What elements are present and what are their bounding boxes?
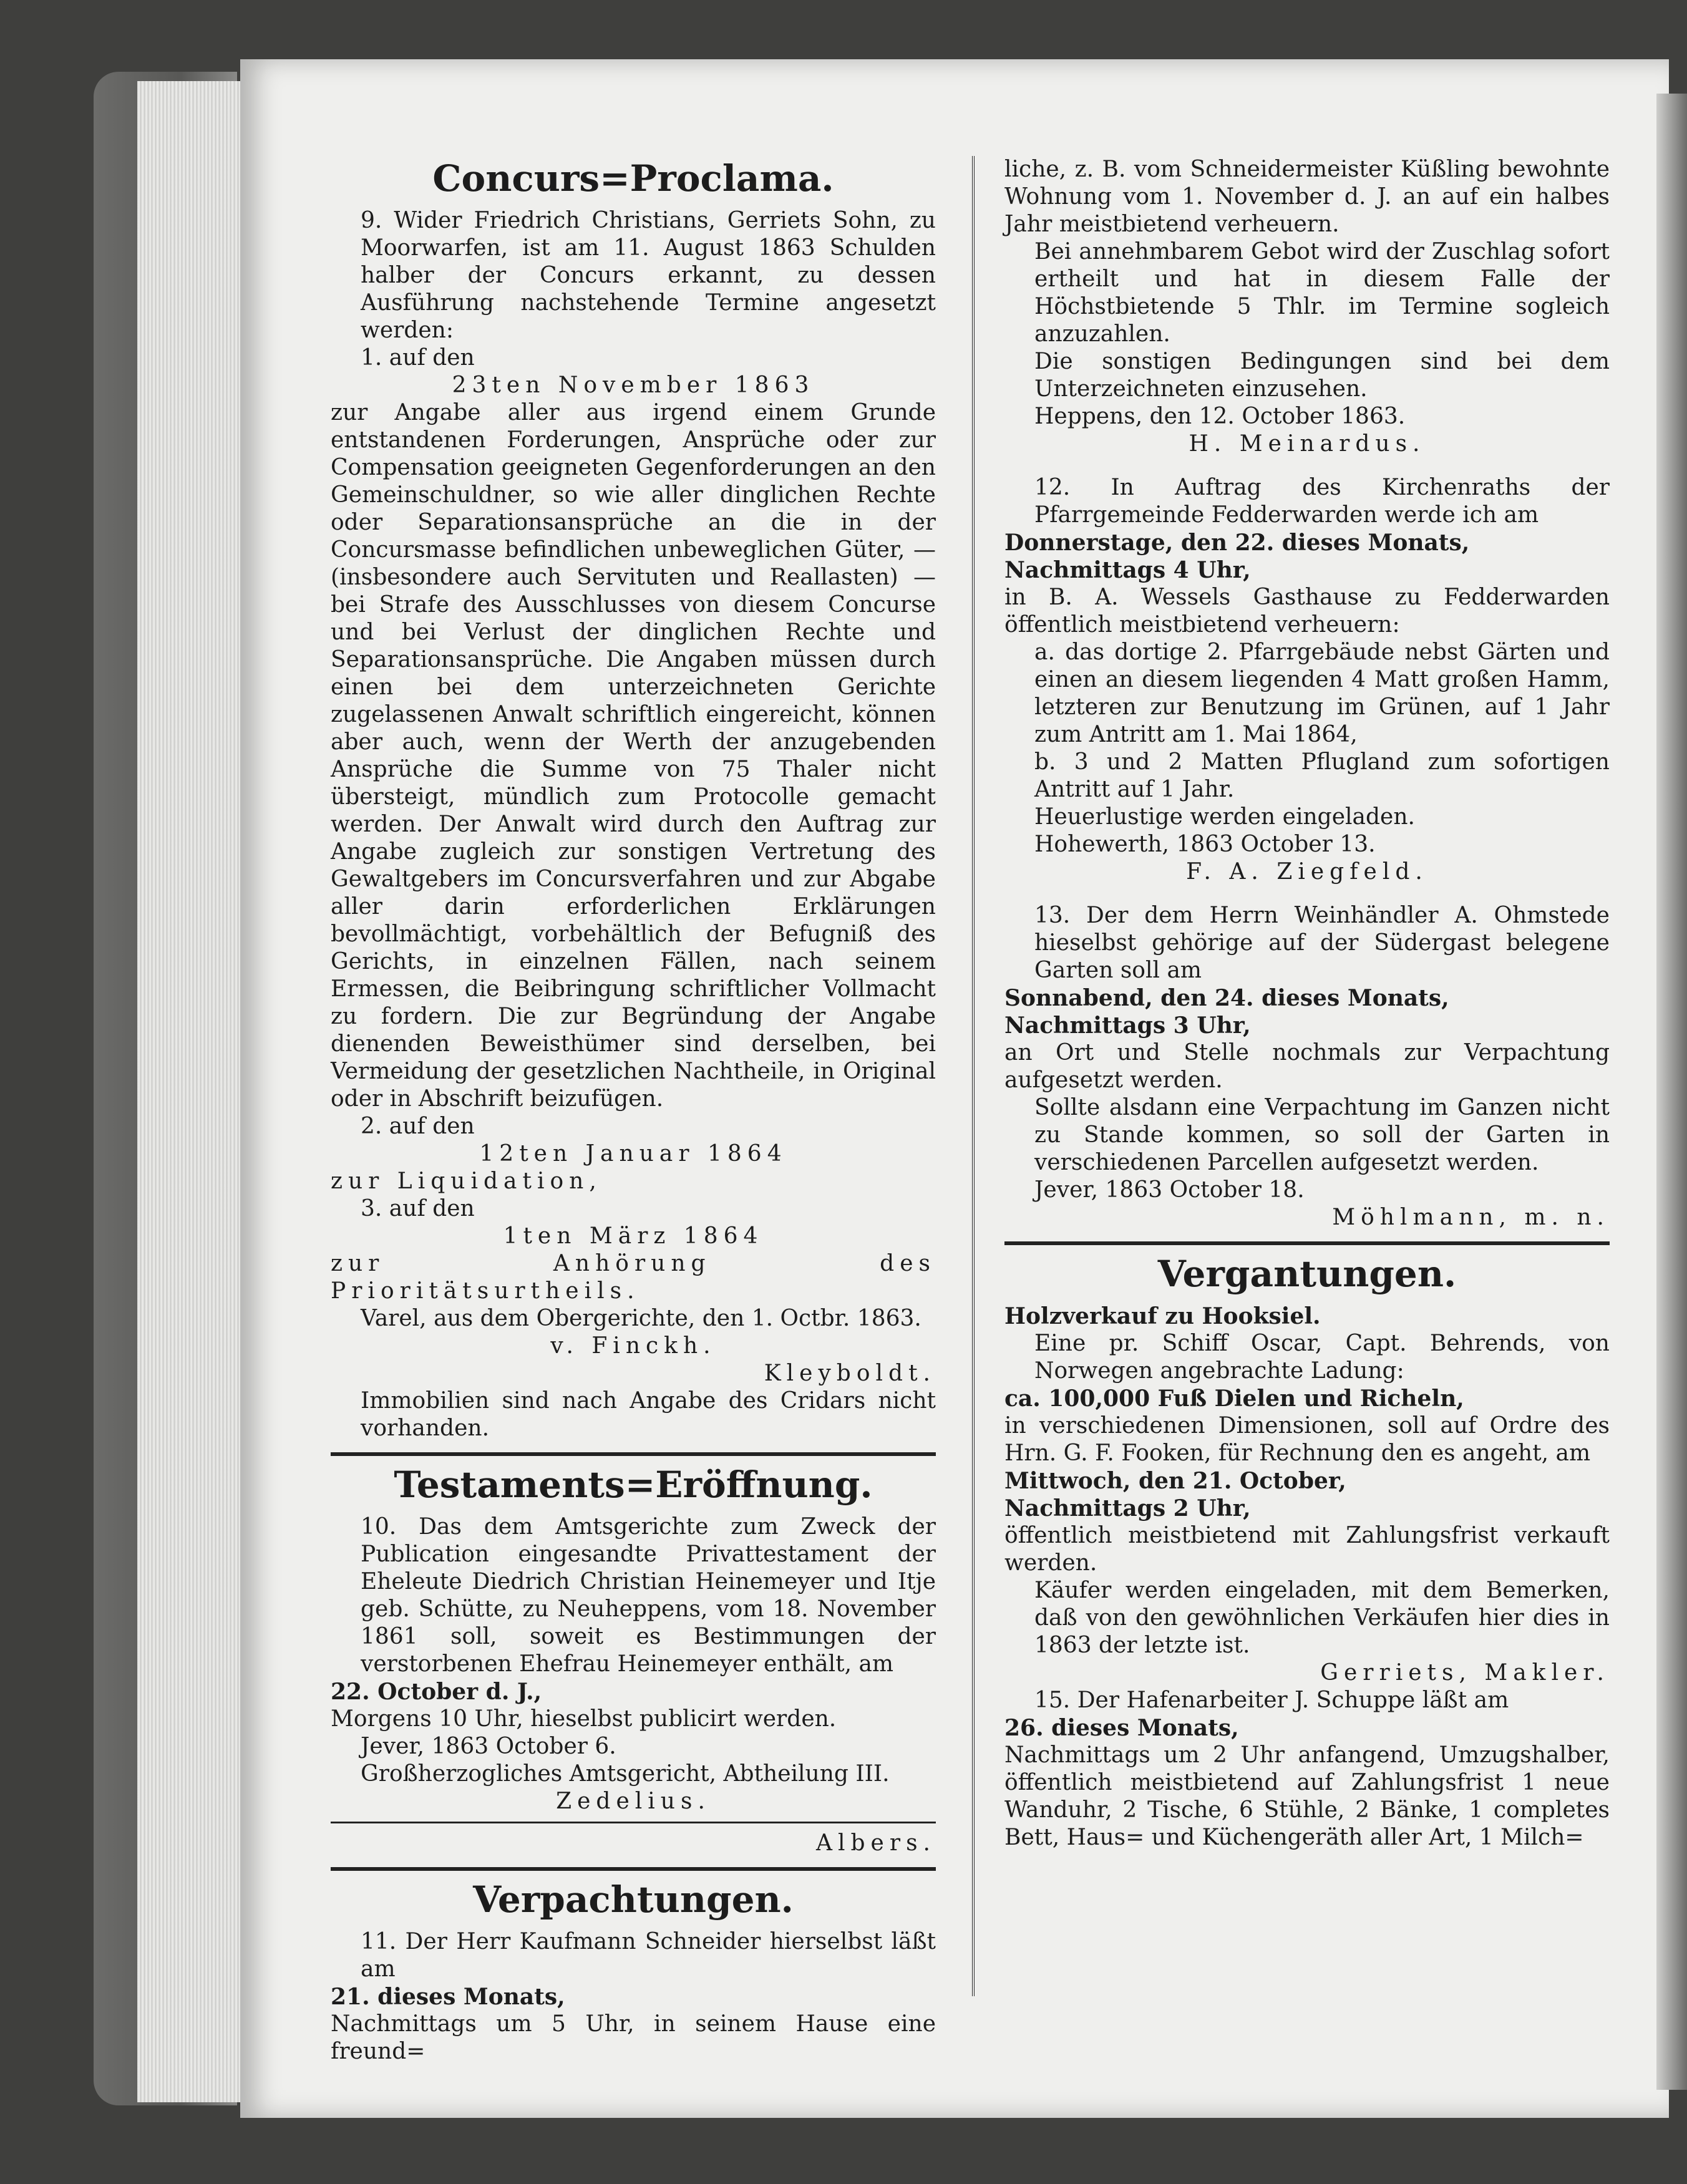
emphasis-goods: ca. 100,000 Fuß Dielen und Richeln, [1004,1386,1464,1412]
paragraph: zur Liquidation, [331,1168,602,1194]
paragraph: Käufer werden eingeladen, mit dem Bemerken, daß von den gewöhnlichen Verkäufen hier dies in 1863 der letzte ist. [1034,1578,1610,1658]
emphasis-date: 21. dieses Monats, [331,1984,565,2010]
paragraph: 3. auf den [361,1196,475,1221]
paragraph: Heuerlustige werden eingeladen. [1034,804,1415,830]
signature: Zedelius. [556,1788,711,1814]
paragraph: in verschiedenen Dimensionen, soll auf Ordre des Hrn. G. F. Fooken, für Rechnung den es angeht, am [1004,1413,1610,1466]
subsection-title: Holzverkauf zu Hooksiel. [1004,1303,1321,1329]
signature: Gerriets, Makler. [1320,1660,1610,1686]
paragraph: 2. auf den [361,1114,475,1139]
emphasis-date: Sonnabend, den 24. dieses Monats, [1004,985,1449,1011]
signature: v. Finckh. [550,1333,716,1359]
emphasis-date: 26. dieses Monats, [1004,1715,1239,1741]
paragraph: 9. Wider Friedrich Christians, Gerriets Sohn, zu Moorwarfen, ist am 11. August 1863 Schulden halber der Concurs erkannt, zu dessen Ausführung nachstehende Termine angesetzt werden: [361,208,936,343]
paragraph: 10. Das dem Amtsgerichte zum Zweck der Publication eingesandte Privattestament der Eheleute Diedrich Christian Heinemeyer und Itje geb. Schütte, zu Neuheppens, vom 18. November 1861 soll, soweit es Bestimmungen der verstorbenen Ehefrau Heinemeyer enthält, am [361,1514,936,1677]
emphasis-date: 22. October d. J., [331,1679,542,1705]
paragraph: 1. auf den [361,345,475,371]
paragraph: zur Anhörung des Prioritätsurtheils. [331,1251,936,1304]
paragraph: zur Angabe aller aus irgend einem Grunde entstandenen Forderungen, Ansprüche oder zur Compensation geeigneten Gegenforderungen an den Gemeinschuldner, so wie aller dinglichen Rechte oder Separationsansprüche an die in der Concursmasse befindlichen unbeweglichen Güter, — (insbesondere auch Servituten und Reallasten) — bei Strafe des Ausschlusses von diesem Concurse und bei Verlust der dinglichen Rechte und Separationsansprüche. Die Angaben müssen durch einen bei dem unterzeichneten Gerichte zugelassenen Anwalt schriftlich eingereicht, können aber auch, wenn der Werth der anzugebenden Ansprüche die Summe von 75 Thaler nicht übersteigt, mündlich zum Protocolle gemacht werden. Der Anwalt wird durch den Auftrag zur Angabe zugleich zur sonstigen Vertretung des Gewaltgebers im Concursverfahren und zur Abgabe aller darin erforderlichen Erklärungen bevollmächtigt, vorbehältlich der Befugniß des Gerichts, in einzelnen Fällen, nach seinem Ermessen, die Beibringung schriftlicher Vollmacht zu fordern. Die zur Begründung der Angabe dienenden Beweisthümer sind derselben, bei Vermeidung der gesetzlichen Nachtheile, in Original oder in Abschrift beizufügen. [331,400,936,1112]
place-date: Heppens, den 12. October 1863. [1034,404,1406,429]
paragraph: Eine pr. Schiff Oscar, Capt. Behrends, von Norwegen angebrachte Ladung: [1034,1331,1610,1384]
section-rule [1004,1241,1610,1245]
signature: H. Meinardus. [1189,431,1426,457]
emphasis-time: Nachmittags 4 Uhr, [1004,557,1251,583]
signature: Möhlmann, m. n. [1332,1205,1610,1230]
paragraph: 13. Der dem Herrn Weinhändler A. Ohmstede hieselbst gehörige auf der Südergast belegene Garten soll am [1034,903,1610,983]
date-line: 12ten Januar 1864 [479,1141,787,1167]
place-date: Varel, aus dem Obergerichte, den 1. Octbr. 1863. [361,1306,921,1331]
place-date: Hohewerth, 1863 October 13. [1034,832,1376,857]
paragraph: 11. Der Herr Kaufmann Schneider hierselbst läßt am [361,1929,936,1982]
signature: Kleyboldt. [764,1361,936,1386]
paragraph: Immobilien sind nach Angabe des Cridars nicht vorhanden. [361,1388,936,1441]
paragraph: 12. In Auftrag des Kirchenraths der Pfarrgemeinde Fedderwarden werde ich am [1034,475,1610,528]
section-rule [331,1452,936,1456]
emphasis-date: Mittwoch, den 21. October, [1004,1468,1346,1494]
paragraph: Sollte alsdann eine Verpachtung im Ganzen nicht zu Stande kommen, so soll der Garten in verschiedenen Parcellen aufgesetzt werden. [1034,1095,1610,1175]
authority: Großherzogliches Amtsgericht, Abtheilung III. [361,1761,890,1787]
paragraph: Bei annehmbarem Gebot wird der Zuschlag sofort ertheilt und hat in diesem Falle der Höchstbietende 5 Thlr. im Termine sogleich anzuzahlen. [1034,239,1610,347]
section-title-concurs: Concurs=Proclama. [432,157,834,200]
section-title-verpachtungen: Verpachtungen. [473,1878,794,1921]
place-date: Jever, 1863 October 18. [1034,1177,1305,1203]
paragraph: Nachmittags um 5 Uhr, in seinem Hause eine freund= [331,2011,936,2064]
list-item: b. 3 und 2 Matten Pflugland zum sofortigen Antritt auf 1 Jahr. [1034,749,1610,802]
paragraph: Nachmittags um 2 Uhr anfangend, Umzugshalber, öffentlich meistbietend auf Zahlungsfrist 1 neue Wanduhr, 2 Tische, 6 Stühle, 2 Bänke, 1 completes Bett, Haus= und Küchengeräth aller Art, 1 Milch= [1004,1742,1610,1850]
section-rule [331,1867,936,1871]
paragraph: in B. A. Wessels Gasthause zu Fedderwarden öffentlich meistbietend verheuern: [1004,585,1610,638]
section-title-testament: Testaments=Eröffnung. [394,1463,873,1506]
date-line: 23ten November 1863 [452,372,815,398]
column-divider [972,156,975,1996]
page-right-edge [1656,94,1687,2090]
paragraph: Die sonstigen Bedingungen sind bei dem Unterzeichneten einzusehen. [1034,349,1610,402]
paragraph: Morgens 10 Uhr, hieselbst publicirt werden. [331,1706,837,1732]
emphasis-time: Nachmittags 3 Uhr, [1004,1012,1251,1039]
right-column [1004,156,1610,1852]
place-date: Jever, 1863 October 6. [361,1734,616,1759]
paragraph: liche, z. B. vom Schneidermeister Küßling bewohnte Wohnung vom 1. November d. J. an auf ein halbes Jahr meistbietend verheuern. [1004,157,1610,237]
emphasis-time: Nachmittags 2 Uhr, [1004,1495,1251,1522]
emphasis-date: Donnerstage, den 22. dieses Monats, [1004,530,1470,556]
signature-rule [331,1822,936,1823]
section-title-vergantungen: Vergantungen. [1157,1253,1457,1295]
signature: F. A. Ziegfeld. [1186,859,1428,885]
left-column [331,156,936,2065]
paragraph: öffentlich meistbietend mit Zahlungsfrist verkauft werden. [1004,1523,1610,1576]
signature: Albers. [816,1830,936,1856]
list-item: a. das dortige 2. Pfarrgebäude nebst Gärten und einen an diesem liegenden 4 Matt großen Hamm, letzteren zur Benutzung im Grünen, auf 1 Jahr zum Antritt am 1. Mai 1864, [1034,639,1610,747]
paragraph: an Ort und Stelle nochmals zur Verpachtung aufgesetzt werden. [1004,1040,1610,1093]
page-stack [137,81,246,2102]
date-line: 1ten März 1864 [503,1223,764,1249]
paragraph: 15. Der Hafenarbeiter J. Schuppe läßt am [1034,1687,1509,1713]
